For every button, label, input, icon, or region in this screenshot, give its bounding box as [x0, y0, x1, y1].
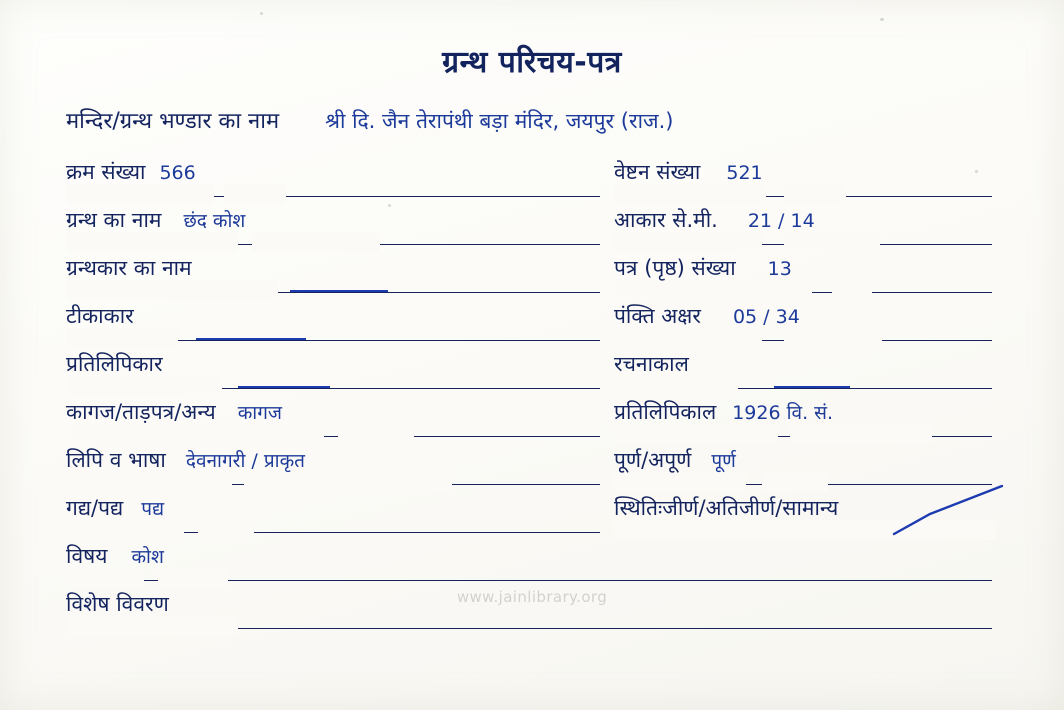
rule-mask	[66, 616, 238, 636]
rule-mask	[614, 424, 778, 444]
field-cell	[66, 206, 614, 254]
rule-mask	[784, 232, 880, 252]
field-cell	[66, 446, 614, 494]
rule-mask	[198, 520, 254, 540]
field-row	[66, 494, 1006, 542]
rule-mask	[790, 424, 932, 444]
field-label: क्रम संख्या	[66, 160, 146, 184]
field-label: रचनाकाल	[614, 352, 689, 376]
field-cell	[66, 494, 614, 542]
rule-mask	[66, 520, 184, 540]
field-label: पूर्ण/अपूर्ण	[614, 448, 692, 472]
paper-speck	[880, 18, 884, 21]
field-label: कागज/ताड़पत्र/अन्य	[66, 400, 216, 424]
field-label: प्रतिलिपिकाल	[614, 400, 717, 424]
field-value: 521	[726, 162, 763, 184]
rule-mask	[244, 472, 452, 492]
field-value: देवनागरी / प्राकृत	[185, 450, 306, 472]
rule-mask	[66, 472, 232, 492]
temple-name-row	[66, 105, 1006, 135]
rule-mask	[66, 376, 222, 396]
rule-mask	[66, 184, 214, 204]
field-cell	[614, 398, 1006, 446]
field-cell	[614, 494, 1006, 542]
field-label: आकार से.मी.	[614, 208, 718, 232]
field-label: लिपि व भाषा	[66, 448, 166, 472]
field-label: टीकाकार	[66, 304, 134, 328]
field-cell	[614, 446, 1006, 494]
field-cell	[614, 350, 1006, 398]
field-cell	[66, 542, 1006, 590]
field-value: 21 / 14	[747, 210, 815, 232]
handwritten-underline	[238, 386, 330, 388]
field-label: गद्य/पद्य	[66, 496, 124, 520]
field-label: स्थितिःजीर्ण/अतिजीर्ण/सामान्य	[614, 496, 839, 520]
field-row	[66, 398, 1006, 446]
rule-mask	[614, 520, 996, 540]
rule-mask	[832, 280, 872, 300]
field-label: विशेष विवरण	[66, 592, 169, 616]
rule-mask	[224, 184, 286, 204]
field-cell	[66, 254, 614, 302]
rule-mask	[338, 424, 414, 444]
handwritten-underline	[196, 338, 306, 340]
rule-mask	[614, 376, 738, 396]
field-value: 1926 वि. सं.	[732, 402, 834, 424]
field-row	[66, 206, 1006, 254]
field-label: ग्रन्थ का नाम	[66, 208, 162, 232]
field-row	[66, 350, 1006, 398]
field-row	[66, 542, 1006, 590]
rule-mask	[66, 328, 178, 348]
field-value: कोश	[131, 546, 164, 568]
field-label: पंक्ति अक्षर	[614, 304, 701, 328]
fields-grid	[66, 158, 1006, 638]
field-value: पद्य	[141, 498, 165, 520]
rule-mask	[614, 328, 762, 348]
handwritten-underline	[774, 386, 850, 388]
field-label: ग्रन्थकार का नाम	[66, 256, 192, 280]
field-cell	[614, 254, 1006, 302]
rule-mask	[66, 424, 324, 444]
rule-mask	[614, 280, 812, 300]
field-cell	[66, 350, 614, 398]
rule-mask	[784, 184, 846, 204]
rule-mask	[784, 328, 882, 348]
field-label: प्रतिलिपिकार	[66, 352, 163, 376]
page-title: ग्रन्थ परिचय-पत्र	[442, 45, 622, 80]
field-value: 05 / 34	[732, 306, 800, 328]
field-cell	[66, 302, 614, 350]
field-cell	[66, 158, 614, 206]
field-label: पत्र (पृष्ठ) संख्या	[614, 256, 736, 280]
field-row	[66, 158, 1006, 206]
field-row	[66, 302, 1006, 350]
temple-name-label: मन्दिर/ग्रन्थ भण्डार का नाम	[66, 109, 280, 134]
field-cell	[614, 302, 1006, 350]
field-value: पूर्ण	[711, 450, 736, 472]
field-value: 566	[159, 162, 196, 184]
watermark: www.jainlibrary.org	[456, 588, 608, 606]
field-label: विषय	[66, 544, 108, 568]
rule-mask	[66, 280, 278, 300]
rule-mask	[158, 568, 228, 588]
field-label: वेष्टन संख्या	[614, 160, 701, 184]
rule-mask	[66, 568, 144, 588]
rule-mask	[614, 472, 746, 492]
field-row	[66, 446, 1006, 494]
field-cell	[614, 158, 1006, 206]
rule-mask	[252, 232, 380, 252]
field-row	[66, 254, 1006, 302]
field-value: 13	[767, 258, 792, 280]
field-cell	[66, 398, 614, 446]
rule-mask	[614, 184, 766, 204]
temple-name-value: श्री दि. जैन तेरापंथी बड़ा मंदिर, जयपुर (राज.)	[325, 109, 674, 133]
field-value: छंद कोश	[183, 210, 246, 232]
paper-speck	[260, 12, 263, 15]
handwritten-underline	[290, 290, 388, 292]
rule-mask	[66, 232, 238, 252]
field-cell	[614, 206, 1006, 254]
field-value: कागज	[237, 402, 283, 424]
rule-mask	[762, 472, 828, 492]
rule-mask	[614, 232, 762, 252]
